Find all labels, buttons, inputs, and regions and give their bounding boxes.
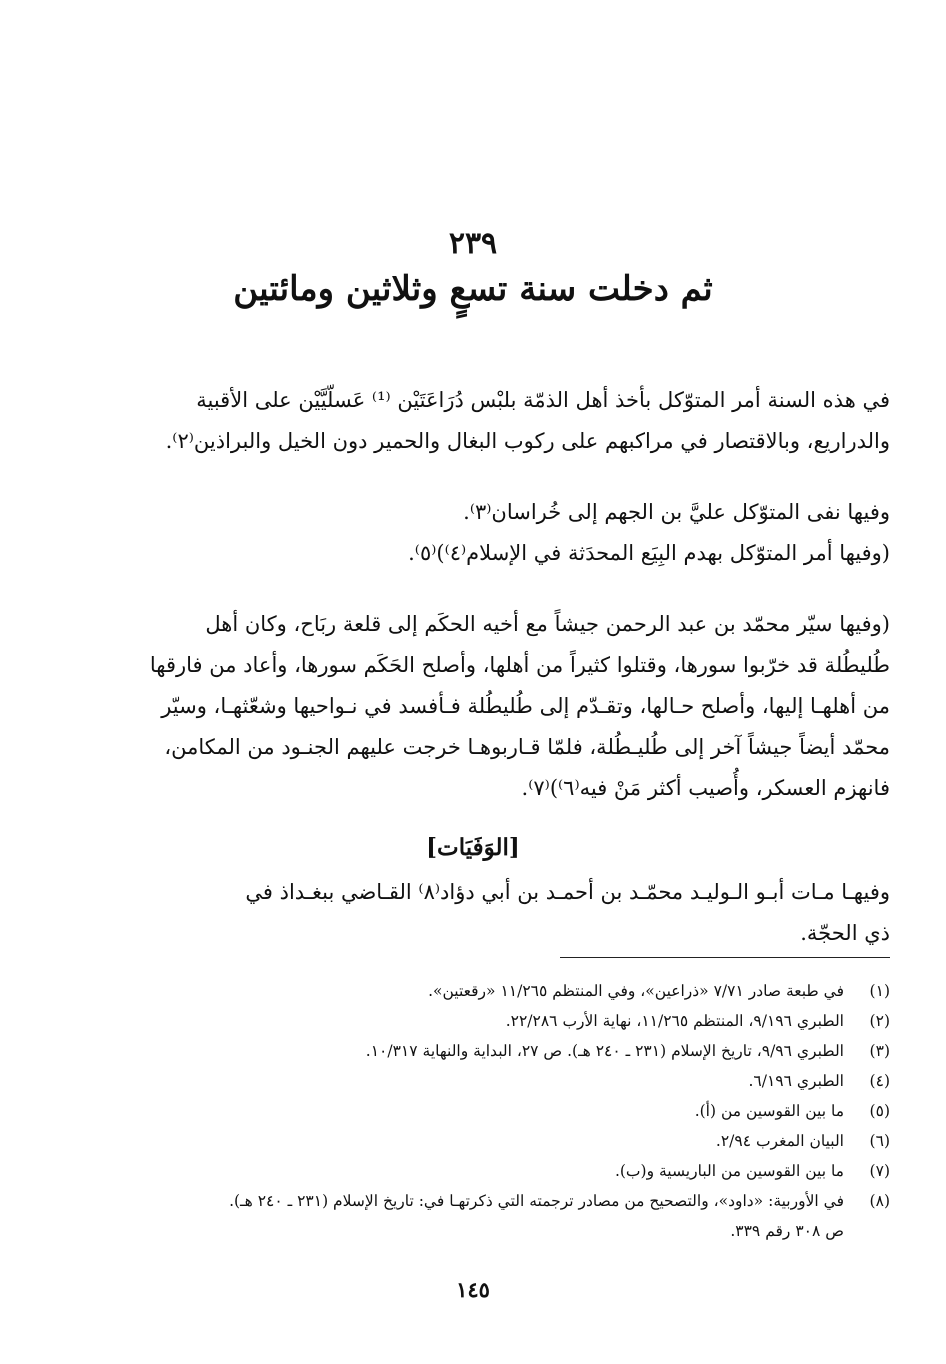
footnote-divider (560, 957, 890, 958)
paragraph-dress-decree (84, 380, 890, 462)
footnote-text (90, 1096, 844, 1126)
paragraph-line: والدراريع، وبالاقتصار في مراكبهم على ركوب البغال والحمير دون الخيل والبراذين⁽٢⁾. (165, 429, 890, 453)
footnotes (90, 976, 890, 1246)
footnote-line: البيان المغرب ٢/٩٤. (715, 1132, 844, 1150)
footnote-line: في الأوربية: «داود»، والتصحيح من مصادر ترجمته التي ذكرتهـا في: تاريخ الإسلام (٢٣١ ـ ٢٤٠ هـ). (229, 1192, 844, 1210)
footnote-line: في طبعة صادر ٧/٧١ «ذراعين»، وفي المنتظم ١١/٢٦٥ «رقعتين». (428, 982, 844, 1000)
footnote-number: (٥) (869, 1102, 890, 1120)
footnote-number: (١) (869, 982, 890, 1000)
paragraph-line: طُليطُلة قد خرّبوا سورها، وقتلوا كثيراً من أهلها، وأصلح الحَكَم سورها، وأعاد من فارقها (149, 653, 890, 677)
paragraph-exile: وفيها نفى المتوّكل عليَّ بن الجهم إلى خُراسان⁽٣⁾. (463, 500, 890, 524)
footnote (90, 976, 890, 1006)
footnote (90, 1096, 890, 1126)
footnote-text (90, 976, 844, 1006)
footnote-line: الطبري ٩/١٩٦، المنتظم ١١/٢٦٥، نهاية الأرب ٢٢/٢٨٦. (505, 1012, 844, 1030)
paragraph-line: فانهزم العسكر، وأُصيب أكثر مَنْ فيه⁽٦⁾)⁽٧⁾. (521, 776, 890, 800)
chapter-title: ثم دخلت سنة تسعٍ وثلاثين ومائتين (233, 269, 713, 309)
footnote-number: (٧) (869, 1162, 890, 1180)
footnote (90, 1186, 890, 1246)
footnote (90, 1006, 890, 1036)
paragraph-toledo-campaign (84, 604, 890, 809)
paragraph-exile-and-demolition (84, 492, 890, 574)
footnote-number: (٤) (869, 1072, 890, 1090)
paragraph-line: من أهلهـا إليها، وأصلح حـالها، وتقـدّم إلى طُليطُلة فـأفسد في نـواحيها وشعّثهـا، وسيّر (161, 694, 890, 718)
footnote-line: الطبري ٩/٩٦، تاريخ الإسلام (٢٣١ ـ ٢٤٠ هـ). ص ٢٧، البداية والنهاية ١٠/٣١٧. (365, 1042, 844, 1060)
paragraph-line: وفيهـا مـات أبـو الـوليـد محمّـد بن أحمـد بن أبي دؤاد⁽٨⁾ القـاضي ببغـداذ في (245, 880, 890, 904)
paragraph-demolition: (وفيها أمر المتوّكل بهدم البِيَع المحدَثة في الإسلام⁽٤⁾)⁽٥⁾. (408, 541, 890, 565)
paragraph-death-notice (84, 872, 890, 954)
footnote-number: (٦) (869, 1132, 890, 1150)
footnote-number: (٨) (869, 1192, 890, 1210)
footnote-text (90, 1186, 844, 1246)
paragraph-line: (وفيها سيّر محمّد بن عبد الرحمن جيشاً مع أخيه الحكَم إلى قلعة ربَاح، وكان أهل (205, 612, 890, 636)
paragraph-line: ذي الحجّة. (800, 921, 890, 945)
paragraph-line: في هذه السنة أمر المتوّكل بأخذ أهل الذمّة بلبْس دُرَاعَتَيْن ⁽¹⁾ عَسلّيَّيْن على الأقبية (196, 388, 890, 412)
section-heading-deaths: [الوَفَيَات] (426, 834, 520, 861)
footnote-number: (٢) (869, 1012, 890, 1030)
footnote-line: ص ٣٠٨ رقم ٣٣٩. (730, 1222, 844, 1240)
footnote-text (90, 1036, 844, 1066)
footnote-number: (٣) (869, 1042, 890, 1060)
paragraph-line: محمّد أيضاً جيشاً آخر إلى طُليـطُلة، فلمّا قـاربوهـا خرجت عليهم الجنـود من المكامن، (164, 735, 890, 759)
footnote-text (90, 1066, 844, 1096)
footnote-text (90, 1126, 844, 1156)
year-number: ٢٣٩ (448, 226, 498, 261)
footnote (90, 1126, 890, 1156)
page-number: ١٤٥ (456, 1277, 490, 1302)
footnote-text (90, 1156, 844, 1186)
footnote-line: ما بين القوسين من (أ). (694, 1102, 844, 1120)
footnote-text (90, 1006, 844, 1036)
footnote (90, 1066, 890, 1096)
footnote-line: الطبري ٦/١٩٦. (748, 1072, 844, 1090)
footnote (90, 1156, 890, 1186)
footnote-line: ما بين القوسين من الباريسية و(ب). (614, 1162, 844, 1180)
footnote (90, 1036, 890, 1066)
